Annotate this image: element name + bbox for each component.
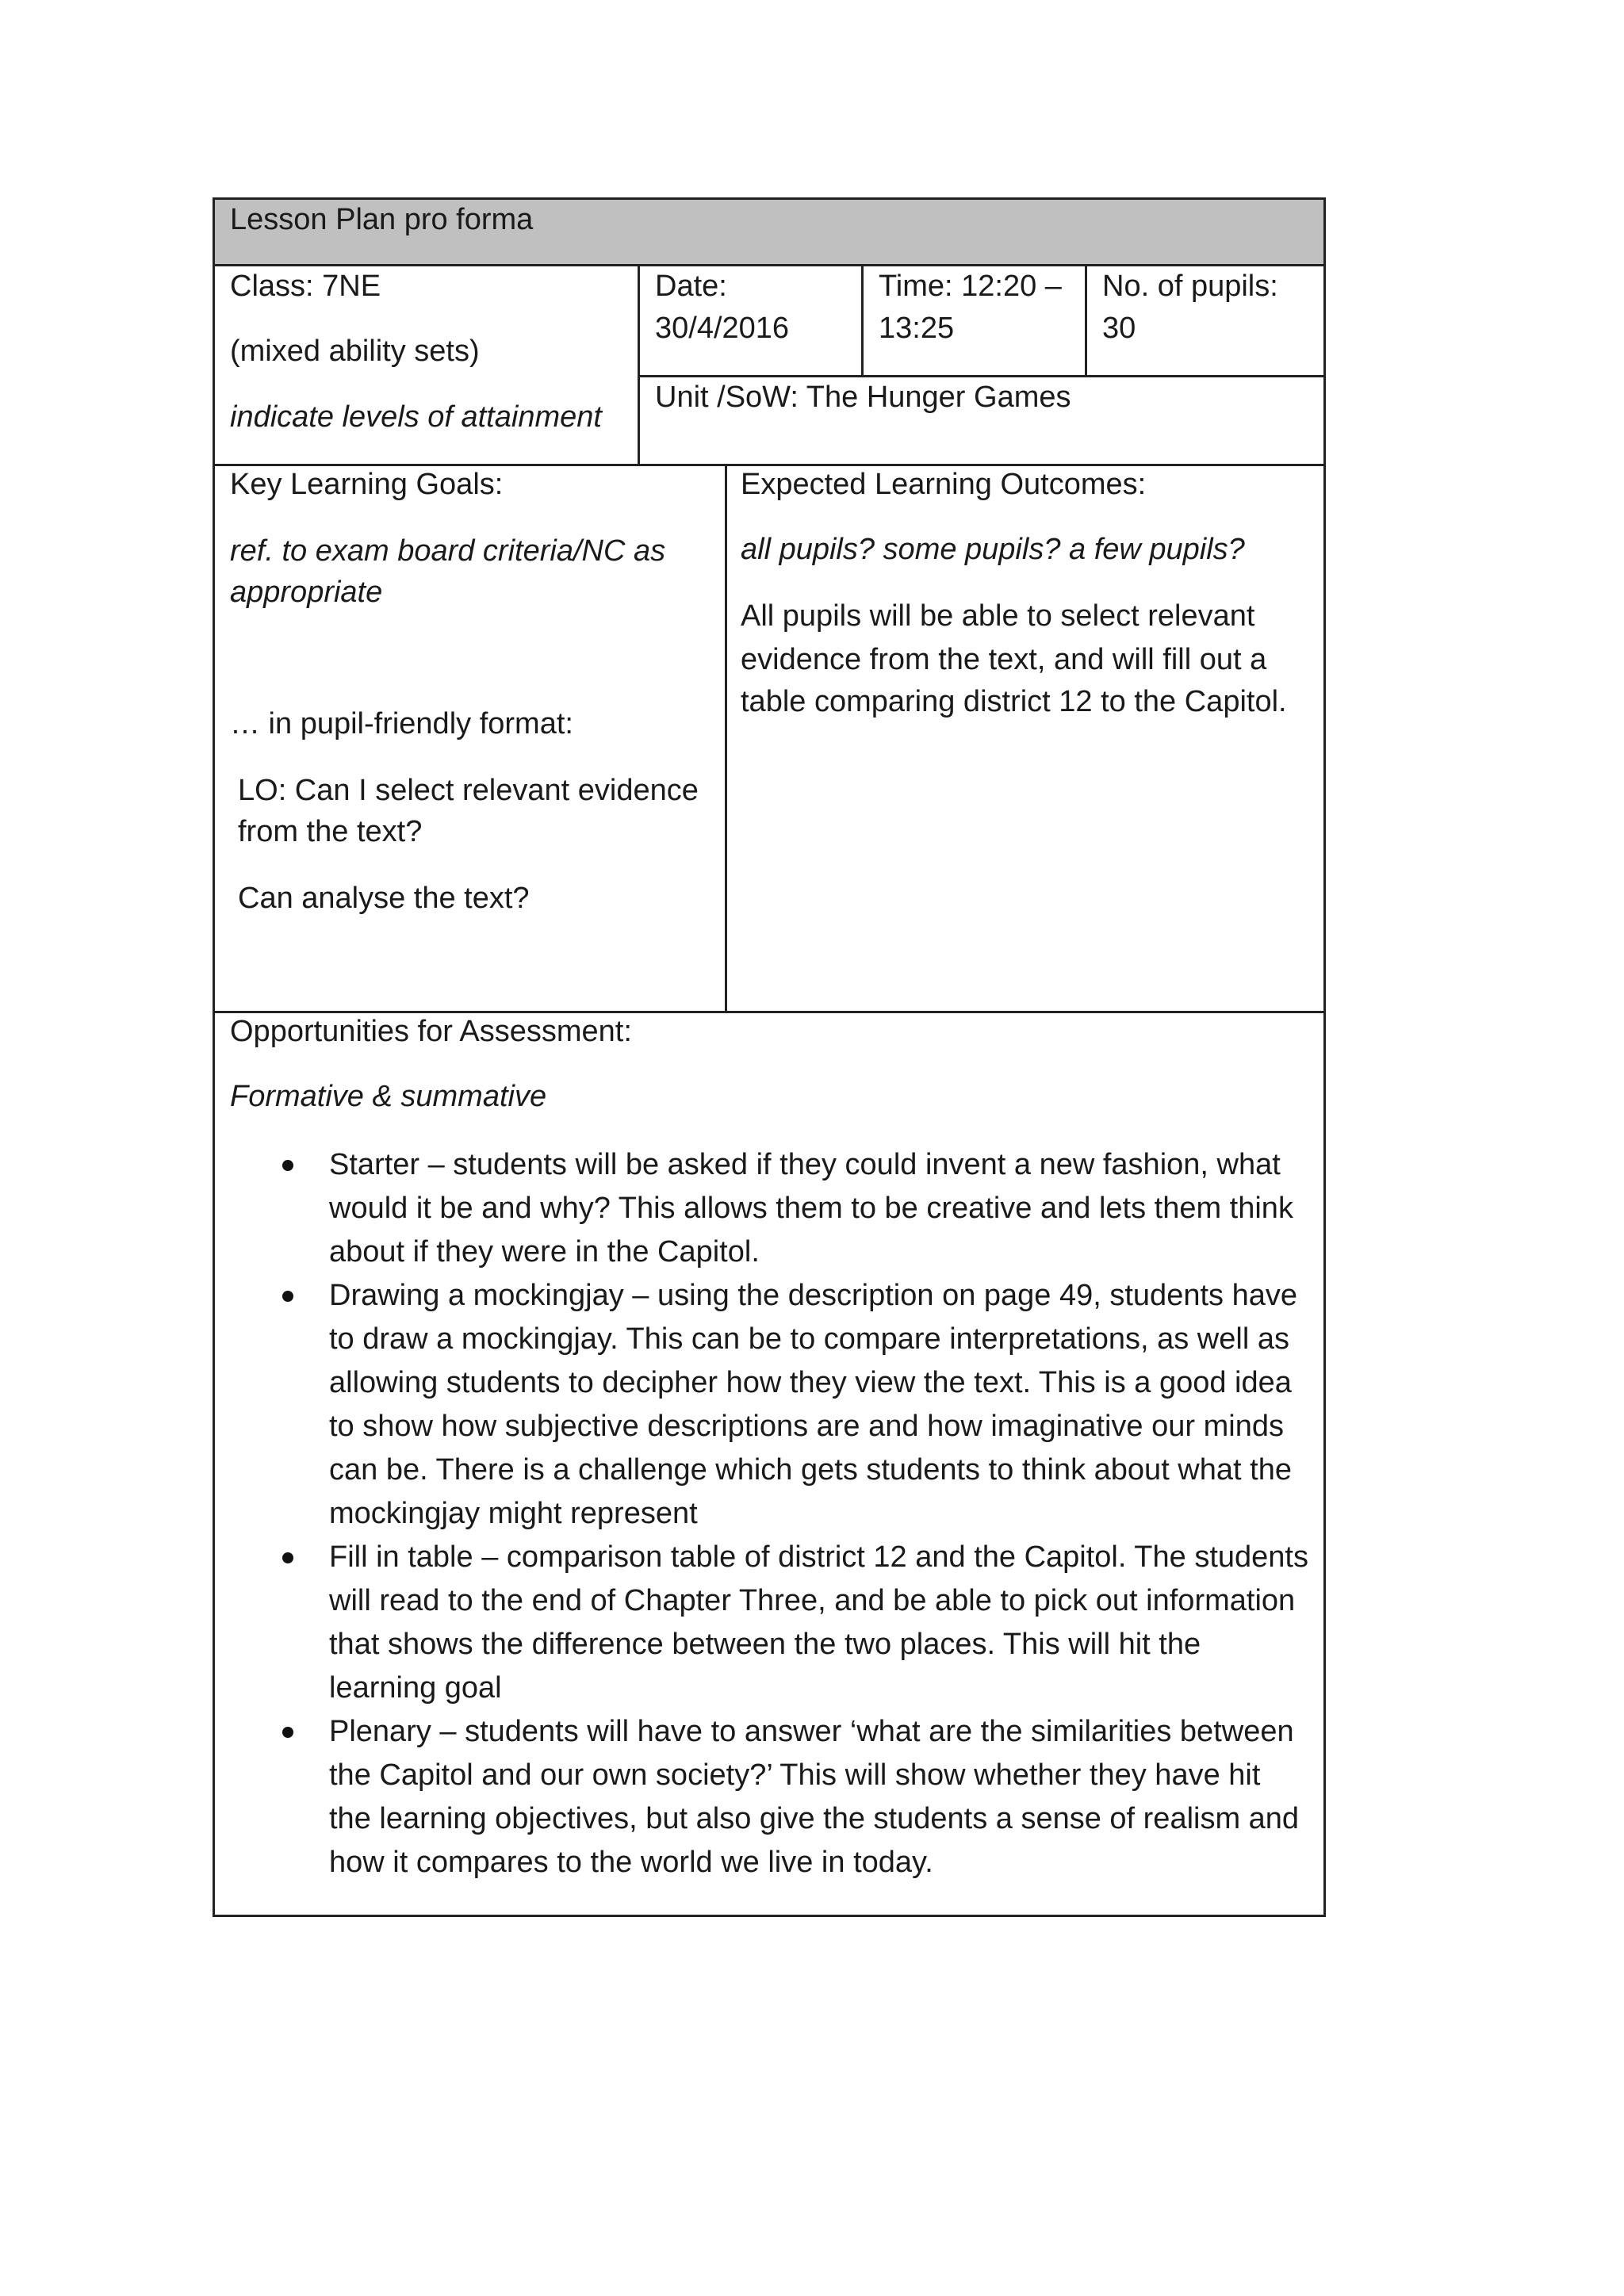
bullet-1-line-2: would it be and why? This allows them to be creative and lets them think: [329, 1192, 1293, 1225]
bullet-4-line-1: Plenary – students will have to answer ‘what are the similarities between: [329, 1715, 1294, 1748]
pupils-value: 30: [1102, 312, 1136, 345]
date-label: Date:: [655, 270, 727, 303]
sets-note: (mixed ability sets): [230, 335, 480, 368]
pupil-friendly-label: … in pupil-friendly format:: [230, 707, 573, 740]
bullet-1-line-1: Starter – students will be asked if they could invent a new fashion, what: [329, 1148, 1281, 1181]
time-line2: 13:25: [879, 312, 955, 345]
bullet-2-line-2: to draw a mockingjay. This can be to compare interpretations, as well as: [329, 1322, 1289, 1356]
bullet-4-line-3: the learning objectives, but also give the students a sense of realism and: [329, 1802, 1300, 1835]
bullet-2-line-6: mockingjay might represent: [329, 1497, 698, 1530]
bullet-3-line-2: will read to the end of Chapter Three, and be able to pick out information: [329, 1584, 1296, 1617]
attainment-hint: indicate levels of attainment: [230, 400, 602, 434]
bullet-3-line-4: learning goal: [329, 1671, 502, 1705]
date-value: 30/4/2016: [655, 312, 790, 345]
outcomes-line1: All pupils will be able to select relevant: [741, 599, 1255, 633]
goals-heading: Key Learning Goals:: [230, 468, 504, 501]
lo-line1: LO: Can I select relevant evidence: [238, 774, 699, 807]
bullet-4-line-4: how it compares to the world we live in today.: [329, 1846, 933, 1879]
bullet-2-line-1: Drawing a mockingjay – using the description on page 49, students have: [329, 1279, 1297, 1312]
lo-line2: from the text?: [238, 815, 423, 848]
unit-text: Unit /SoW: The Hunger Games: [655, 381, 1071, 414]
bullet-dot: [282, 1552, 293, 1563]
bullet-3-line-1: Fill in table – comparison table of district 12 and the Capitol. The students: [329, 1540, 1308, 1574]
bullet-3-line-3: that shows the difference between the two places. This will hit the: [329, 1628, 1201, 1661]
lo-line3: Can analyse the text?: [238, 882, 530, 915]
bullet-2-line-3: allowing students to decipher how they view the text. This is a good idea: [329, 1366, 1292, 1399]
goals-ref-line2: appropriate: [230, 576, 383, 609]
assessment-heading: Opportunities for Assessment:: [230, 1015, 632, 1048]
bullet-dot: [282, 1727, 293, 1738]
bullet-1-line-3: about if they were in the Capitol.: [329, 1235, 760, 1269]
outcomes-heading: Expected Learning Outcomes:: [741, 468, 1147, 501]
assessment-subheading: Formative & summative: [230, 1080, 547, 1113]
class-label: Class: 7NE: [230, 270, 381, 303]
outcomes-line2: evidence from the text, and will fill out a: [741, 643, 1267, 676]
page-title: Lesson Plan pro forma: [230, 203, 534, 236]
bullet-2-line-5: can be. There is a challenge which gets students to think about what the: [329, 1453, 1292, 1487]
time-line1: Time: 12:20 –: [879, 270, 1062, 303]
bullet-dot: [282, 1160, 293, 1171]
outcomes-line3: table comparing district 12 to the Capitol.: [741, 685, 1287, 718]
bullet-dot: [282, 1291, 293, 1302]
bullet-2-line-4: to show how subjective descriptions are and how imaginative our minds: [329, 1410, 1284, 1443]
pupils-label: No. of pupils:: [1102, 270, 1278, 303]
outcomes-prompt: all pupils? some pupils? a few pupils?: [741, 533, 1245, 566]
goals-ref-line1: ref. to exam board criteria/NC as: [230, 534, 666, 568]
bullet-4-line-2: the Capitol and our own society?’ This will show whether they have hit: [329, 1758, 1261, 1792]
